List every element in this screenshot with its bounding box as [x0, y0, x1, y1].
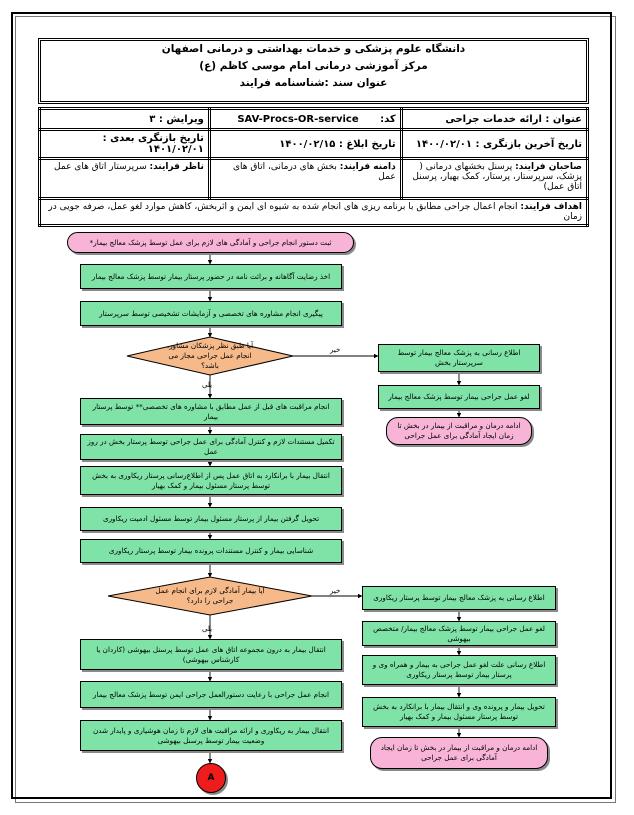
step-receive-patient: تحویل گرفتن بیمار از پرستار مسئول بیمار توسط مسئول ادمیت ریکاوری [80, 507, 342, 531]
step-cancel-surgery-2: لغو عمل جراحی بیمار توسط پزشک معالج بیمار/ متخصص بیهوشی [362, 621, 556, 646]
last-review-date: تاریخ آخرین بازنگری : ۱۴۰۰/۰۲/۰۱ [401, 130, 587, 159]
decision-1-no-label: خیر [330, 346, 341, 354]
code-label: کد: [380, 113, 396, 125]
scope-value: بخش های درمانی، اتاق های عمل [232, 162, 396, 182]
decision-1-text: آیا طبق نظر پزشکان مشاور، انجام عمل جراحی مجاز می باشد؟ [166, 341, 254, 370]
decision-2-no-label: خیر [330, 587, 341, 595]
owners-value: پرسنل بخشهای درمانی ( پزشک، سرپرستار، پرستار، کمک بهیار، پرسنل اتاق عمل) [412, 162, 582, 192]
start-terminal: ثبت دستور انجام جراحی و آمادگی های لازم برای عمل توسط پزشک معالج بیمار* [67, 232, 354, 253]
code-value: SAV-Procs-OR-service [237, 113, 359, 125]
decision-2-text: آیا بیمار آمادگی لازم برای انجام عمل جراحی را دارد؟ [155, 586, 265, 605]
step-cancel-surgery-1: لغو عمل جراحی بیمار توسط پزشک معالج بیمار [378, 385, 540, 409]
step-preop-care: انجام مراقبت های قبل از عمل مطابق با مشاوره های تخصصی** توسط پرستار بیمار [80, 398, 342, 425]
step-recovery-care: انتقال بیمار به ریکاوری و ارائه مراقبت های لازم تا زمان هوشیاری و پایدار شدن وضعیت بیمار توسط پرسنل بیهوشی [80, 720, 342, 751]
step-notify-physician-1: اطلاع رسانی به پزشک معالج بیمار توسط سرپرستار بخش [378, 344, 540, 372]
owners-label: صاحبان فرایند: [515, 162, 582, 172]
decision-2-yes-label: بلی [202, 625, 213, 633]
goals-value: انجام اعمال جراحی مطابق با برنامه ریزی های انجام شده به شیوه ای ایمن و اثربخش، کاهش موارد لغو عمل، صرفه جویی در زمان [48, 202, 582, 222]
end-continue-care-1: ادامه درمان و مراقبت از بیمار در بخش تا زمان ایجاد آمادگی برای عمل جراحی [386, 417, 532, 445]
scope-label: دامنه فرایند: [339, 162, 396, 172]
center-name: مرکز آموزشی درمانی امام موسی کاظم (ع) [199, 60, 428, 72]
step-perform-surgery: انجام عمل جراحی با رعایت دستورالعمل جراحی ایمن توسط پزشک معالج بیمار [80, 681, 342, 708]
connector-a: A [196, 763, 226, 793]
end-continue-care-2: ادامه درمان و مراقبت از بیمار در بخش تا زمان ایجاد آمادگی برای عمل جراحی [370, 737, 548, 769]
process-edition: ویرایش : ۳ [40, 109, 210, 130]
step-transfer-into-or: انتقال بیمار به درون مجموعه اتاق های عمل توسط پرسنل بیهوشی (کاردان یا کارشناس بیهوشی) [80, 639, 342, 670]
step-complete-documents: تکمیل مستندات لازم و کنترل آمادگی برای عمل جراحی توسط پرستار بخش در روز عمل [80, 434, 342, 460]
step-identify-patient: شناسایی بیمار و کنترل مستندات پرونده بیمار توسط پرستار ریکاوری [80, 539, 342, 563]
step-inform-cancellation: اطلاع رسانی علت لغو عمل جراحی به بیمار و همراه وی و پرستار بیمار توسط پرستار ریکاوری [362, 655, 556, 685]
supervisor-value: سرپرستار اتاق های عمل [54, 162, 147, 172]
supervisor-label: ناظر فرایند: [149, 162, 204, 172]
step-return-to-ward: تحویل بیمار و پرونده وی و انتقال بیمار با برانکارد به بخش توسط پرستار مسئول بیمار و کمک بهیار [362, 697, 556, 727]
next-review-date: تاریخ بازنگری بعدی : ۱۴۰۱/۰۲/۰۱ [40, 130, 210, 159]
step-informed-consent: اخذ رضایت آگاهانه و برائت نامه در حضور پرستار بیمار توسط پزشک معالج بیمار [80, 264, 342, 289]
goals-label: اهداف فرایند: [520, 202, 582, 212]
university-name: دانشگاه علوم پزشکی و خدمات بهداشتی و درمانی اصفهان [161, 43, 466, 55]
step-transfer-to-or: انتقال بیمار با برانکارد به اتاق عمل پس از اطلاع‌رسانی پرستار ریکاوری به بخش توسط پرستار مسئول بیمار و کمک بهیار [80, 466, 342, 495]
notify-date: تاریخ ابلاغ : ۱۴۰۰/۰۲/۱۵ [209, 130, 401, 159]
step-notify-physician-2: اطلاع رسانی به پزشک معالج بیمار توسط پرستار ریکاوری [362, 586, 556, 610]
step-consultations: پیگیری انجام مشاوره های تخصصی و آزمایشات تشخیصی توسط سرپرستار [80, 301, 342, 326]
document-title: عنوان سند :شناسنامه فرایند [239, 77, 388, 89]
decision-1-yes-label: بلی [202, 381, 213, 389]
process-title: عنوان : ارائه خدمات جراحی [401, 109, 587, 130]
